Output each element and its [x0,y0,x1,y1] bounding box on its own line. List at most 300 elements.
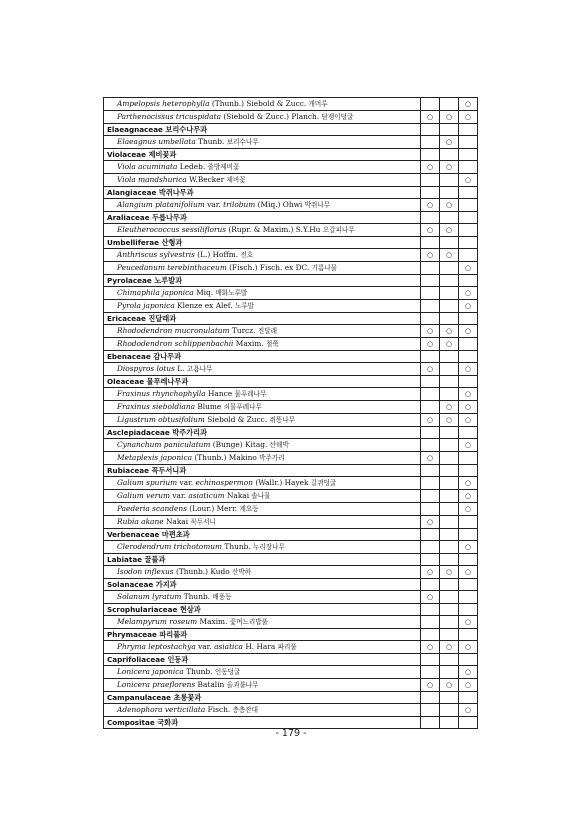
survey-mark-cell-1 [421,490,440,503]
species-row [104,439,478,452]
species-name-cell [104,503,421,516]
family-row [104,629,478,641]
infraspecific-author: (Wallr.) Hayek [252,478,311,487]
presence-mark: ○ [426,415,434,424]
family-name: Phrymaceae 파리풀과 [107,630,188,639]
family-row [104,124,478,136]
survey-mark-cell-1 [421,554,440,566]
presence-mark: ○ [445,225,453,234]
survey-mark-cell-3 [459,224,478,237]
survey-mark-cell-2 [440,237,459,249]
survey-mark-cell-3 [459,136,478,149]
survey-mark-cell-1 [421,503,440,516]
presence-mark: ○ [445,415,453,424]
scientific-name: Lonicera japonica [117,667,184,676]
survey-mark-cell-2 [440,212,459,224]
scientific-name: Isodon inflexus [117,567,174,576]
species-row [104,98,478,111]
species-row [104,224,478,237]
presence-mark: ○ [464,642,472,651]
survey-mark-cell-2 [440,439,459,452]
survey-mark-cell-1 [421,679,440,692]
species-checklist-table [103,97,478,729]
species-row [104,262,478,275]
species-row [104,414,478,427]
author-citation: (Thunb.) Kudo [173,567,233,576]
family-name: Pyrolaceae 노루발과 [107,276,183,285]
survey-mark-cell-3 [459,516,478,529]
korean-name: 층층잔대 [232,706,259,714]
survey-mark-cell-2 [440,124,459,136]
survey-mark-cell-2 [440,452,459,465]
presence-mark: ○ [464,288,472,297]
survey-mark-cell-2 [440,604,459,616]
author-citation: (Bunge) Kitag. [210,440,270,449]
presence-mark: ○ [426,250,434,259]
family-row [104,275,478,287]
survey-mark-cell-2 [440,388,459,401]
presence-mark: ○ [445,339,453,348]
family-name: Umbelliferae 산형과 [107,238,183,247]
species-name-cell [104,679,421,692]
family-name-cell [104,237,421,249]
korean-name: 계요등 [239,505,259,513]
family-row [104,313,478,325]
presence-mark: ○ [426,364,434,373]
species-name-cell [104,591,421,604]
korean-name: 노루발 [234,302,255,310]
infraspecific-author: Nakai [224,491,252,500]
family-name: Asclepiadaceae 박주가리과 [107,428,207,437]
species-table-container [103,97,477,729]
species-name-cell [104,516,421,529]
species-name-cell [104,616,421,629]
scientific-name: Lonicera praeflorens [117,680,196,689]
presence-mark: ○ [464,705,472,714]
survey-mark-cell-2 [440,187,459,199]
family-row [104,604,478,616]
presence-mark: ○ [445,162,453,171]
family-name-cell [104,275,421,287]
species-name-cell [104,414,421,427]
family-name-cell [104,604,421,616]
survey-mark-cell-2 [440,692,459,704]
survey-mark-cell-1 [421,300,440,313]
survey-mark-cell-2 [440,149,459,161]
scientific-name: Paederia scandens [117,504,187,513]
survey-mark-cell-2 [440,111,459,124]
survey-mark-cell-2 [440,338,459,351]
survey-mark-cell-2 [440,503,459,516]
survey-mark-cell-3 [459,679,478,692]
korean-name: 졸방제비꽃 [207,163,240,171]
species-name-cell [104,136,421,149]
survey-mark-cell-2 [440,427,459,439]
presence-mark: ○ [426,517,434,526]
survey-mark-cell-1 [421,98,440,111]
scientific-name: Ligustrum obtusifolium [117,415,205,424]
korean-name: 고욤나무 [186,365,213,373]
survey-mark-cell-1 [421,692,440,704]
species-row [104,704,478,717]
family-name: Ericaceae 진달래과 [107,314,177,323]
scientific-name: Parthenocissus tricuspidata [117,112,222,121]
survey-mark-cell-1 [421,666,440,679]
author-citation: Thunb. [181,592,213,601]
species-name-cell [104,98,421,111]
family-row [104,187,478,199]
species-name-cell [104,641,421,654]
survey-mark-cell-1 [421,376,440,388]
presence-mark: ○ [426,162,434,171]
family-row [104,692,478,704]
author-citation: Miq. [193,288,216,297]
survey-mark-cell-2 [440,174,459,187]
species-row [104,541,478,554]
presence-mark: ○ [445,642,453,651]
family-name-cell [104,629,421,641]
species-row [104,325,478,338]
survey-mark-cell-2 [440,224,459,237]
family-name-cell [104,717,421,729]
species-name-cell [104,262,421,275]
family-row [104,351,478,363]
species-row [104,566,478,579]
species-name-cell [104,287,421,300]
survey-mark-cell-2 [440,300,459,313]
scientific-name: Fraxinus sieboldiana [117,402,196,411]
family-row [104,554,478,566]
korean-name: 솔나물 [251,492,271,500]
survey-mark-cell-2 [440,579,459,591]
species-row [104,591,478,604]
korean-name: 박주가리 [259,454,285,462]
korean-name: 꽃며느리밥풀 [229,618,268,626]
survey-mark-cell-3 [459,237,478,249]
author-citation: Ledeb. [177,162,208,171]
author-citation: Maxim. [233,339,266,348]
survey-mark-cell-3 [459,641,478,654]
author-citation: Thunb. [183,667,215,676]
survey-mark-cell-2 [440,465,459,477]
author-citation: Hance [205,389,235,398]
species-name-cell [104,452,421,465]
survey-mark-cell-3 [459,174,478,187]
survey-mark-cell-3 [459,414,478,427]
survey-mark-cell-3 [459,262,478,275]
korean-name: 배풍등 [212,593,232,601]
survey-mark-cell-2 [440,376,459,388]
survey-mark-cell-2 [440,554,459,566]
survey-mark-cell-1 [421,212,440,224]
species-name-cell [104,704,421,717]
family-name: Oleaceae 물푸레나무과 [107,377,189,386]
survey-mark-cell-1 [421,427,440,439]
species-row [104,161,478,174]
family-name-cell [104,149,421,161]
survey-mark-cell-1 [421,325,440,338]
survey-mark-cell-1 [421,149,440,161]
survey-mark-cell-3 [459,161,478,174]
presence-mark: ○ [426,642,434,651]
survey-mark-cell-3 [459,692,478,704]
survey-mark-cell-2 [440,566,459,579]
presence-mark: ○ [464,617,472,626]
survey-mark-cell-3 [459,124,478,136]
author-citation: Thunb. [222,542,254,551]
species-row [104,666,478,679]
survey-mark-cell-1 [421,161,440,174]
author-citation: Nakai [163,517,191,526]
author-citation: (Thunb.) Makino [192,453,260,462]
presence-mark: ○ [445,402,453,411]
survey-mark-cell-1 [421,477,440,490]
survey-mark-cell-1 [421,452,440,465]
species-name-cell [104,363,421,376]
survey-mark-cell-2 [440,541,459,554]
survey-mark-cell-3 [459,212,478,224]
scientific-name: Fraxinus rhynchophylla [117,389,206,398]
survey-mark-cell-3 [459,111,478,124]
scientific-name: Viola mandshurica [117,175,187,184]
survey-mark-cell-3 [459,325,478,338]
presence-mark: ○ [445,326,453,335]
scientific-name: Metaplexis japonica [117,453,193,462]
presence-mark: ○ [426,200,434,209]
scientific-name: Galium spurium [117,478,178,487]
species-name-cell [104,111,421,124]
family-name-cell [104,465,421,477]
survey-mark-cell-1 [421,566,440,579]
presence-mark: ○ [464,440,472,449]
presence-mark: ○ [464,99,472,108]
presence-mark: ○ [445,137,453,146]
survey-mark-cell-2 [440,679,459,692]
survey-mark-cell-3 [459,388,478,401]
author-citation: L. [174,364,187,373]
survey-mark-cell-3 [459,275,478,287]
survey-mark-cell-3 [459,287,478,300]
korean-name: 제비꽃 [226,176,246,184]
family-name-cell [104,427,421,439]
survey-mark-cell-1 [421,604,440,616]
species-name-cell [104,161,421,174]
survey-mark-cell-3 [459,149,478,161]
family-row [104,579,478,591]
author-citation: Siebold & Zucc. [204,415,270,424]
author-citation: var. [170,491,189,500]
survey-mark-cell-2 [440,591,459,604]
survey-mark-cell-2 [440,363,459,376]
survey-mark-cell-1 [421,401,440,414]
presence-mark: ○ [464,301,472,310]
survey-mark-cell-3 [459,313,478,325]
species-row [104,641,478,654]
survey-mark-cell-1 [421,516,440,529]
species-name-cell [104,401,421,414]
survey-mark-cell-1 [421,237,440,249]
scientific-name: Adenophora verticillata [117,705,206,714]
scientific-name: Ampelopsis heterophylla [117,99,210,108]
family-row [104,717,478,729]
species-row [104,388,478,401]
survey-mark-cell-2 [440,704,459,717]
species-name-cell [104,388,421,401]
survey-mark-cell-1 [421,363,440,376]
survey-mark-cell-3 [459,490,478,503]
family-name: Compositae 국화과 [107,718,179,727]
family-name: Scrophulariaceae 현삼과 [107,605,201,614]
species-row [104,503,478,516]
family-name: Alangiaceae 박쥐나무과 [107,188,194,197]
author-citation: Maxim. [197,617,230,626]
survey-mark-cell-1 [421,388,440,401]
survey-mark-cell-2 [440,666,459,679]
infraspecific-name: asiaticum [188,491,225,500]
survey-mark-cell-2 [440,654,459,666]
presence-mark: ○ [445,112,453,121]
species-name-cell [104,666,421,679]
survey-mark-cell-1 [421,224,440,237]
species-name-cell [104,249,421,262]
survey-mark-cell-1 [421,704,440,717]
survey-mark-cell-3 [459,363,478,376]
family-name-cell [104,351,421,363]
survey-mark-cell-2 [440,325,459,338]
scientific-name: Rhododendron schlippenbachii [117,339,234,348]
species-name-cell [104,439,421,452]
presence-mark: ○ [426,339,434,348]
korean-name: 기름나물 [311,264,338,272]
scientific-name: Clerodendrum trichotomum [117,542,223,551]
scientific-name: Alangium platanifolium [117,200,205,209]
korean-name: 누리장나무 [253,543,285,551]
presence-mark: ○ [464,491,472,500]
survey-mark-cell-1 [421,579,440,591]
presence-mark: ○ [445,250,453,259]
presence-mark: ○ [464,680,472,689]
presence-mark: ○ [426,567,434,576]
family-name-cell [104,313,421,325]
korean-name: 오갈피나무 [322,226,355,234]
survey-mark-cell-2 [440,199,459,212]
author-citation: var. [204,200,224,209]
species-name-cell [104,325,421,338]
scientific-name: Elaeagnus umbellata [117,137,196,146]
survey-mark-cell-2 [440,136,459,149]
family-row [104,212,478,224]
presence-mark: ○ [426,592,434,601]
species-name-cell [104,566,421,579]
survey-mark-cell-1 [421,654,440,666]
species-name-cell [104,338,421,351]
species-row [104,452,478,465]
presence-mark: ○ [464,364,472,373]
survey-mark-cell-1 [421,187,440,199]
survey-mark-cell-3 [459,666,478,679]
species-row [104,111,478,124]
survey-mark-cell-3 [459,477,478,490]
family-name-cell [104,124,421,136]
species-row [104,516,478,529]
survey-mark-cell-3 [459,187,478,199]
survey-mark-cell-1 [421,313,440,325]
survey-mark-cell-1 [421,439,440,452]
species-name-cell [104,477,421,490]
presence-mark: ○ [445,200,453,209]
korean-name: 파리풀 [277,643,297,651]
infraspecific-name: trilobum [223,200,256,209]
survey-mark-cell-1 [421,351,440,363]
survey-mark-cell-1 [421,199,440,212]
family-name: Verbenaceae 마편초과 [107,530,190,539]
survey-mark-cell-1 [421,616,440,629]
species-row [104,199,478,212]
survey-mark-cell-2 [440,641,459,654]
scientific-name: Solanum lyratum [117,592,182,601]
presence-mark: ○ [464,415,472,424]
family-name-cell [104,376,421,388]
scientific-name: Rhododendron mucronulatum [117,326,230,335]
family-name: Araliaceae 두릅나무과 [107,213,187,222]
survey-mark-cell-3 [459,604,478,616]
survey-mark-cell-2 [440,616,459,629]
korean-name: 산박하 [232,568,252,576]
author-citation: W.Becker [186,175,227,184]
author-citation: (Siebold & Zucc.) Planch. [221,112,322,121]
family-row [104,149,478,161]
species-row [104,287,478,300]
scientific-name: Anthriscus sylvestris [117,250,195,259]
survey-mark-cell-2 [440,717,459,729]
family-row [104,376,478,388]
family-name: Ebenaceae 감나무과 [107,352,182,361]
korean-name: 매화노루발 [215,289,248,297]
korean-name: 산해박 [269,441,289,449]
survey-mark-cell-1 [421,275,440,287]
survey-mark-cell-3 [459,654,478,666]
species-row [104,363,478,376]
survey-mark-cell-2 [440,313,459,325]
author-citation: (L.) Hoffm. [194,250,241,259]
survey-mark-cell-3 [459,566,478,579]
survey-mark-cell-2 [440,98,459,111]
scientific-name: Melampyrum roseum [117,617,198,626]
presence-mark: ○ [464,389,472,398]
species-name-cell [104,300,421,313]
family-name: Solanaceae 가지과 [107,580,177,589]
family-name: Violaceae 제비꽃과 [107,150,177,159]
survey-mark-cell-3 [459,529,478,541]
survey-mark-cell-1 [421,465,440,477]
author-citation: Turcz. [229,326,258,335]
survey-mark-cell-2 [440,490,459,503]
species-row [104,401,478,414]
survey-mark-cell-1 [421,124,440,136]
family-row [104,465,478,477]
scientific-name: Chimaphila japonica [117,288,194,297]
presence-mark: ○ [464,504,472,513]
family-name-cell [104,187,421,199]
survey-mark-cell-3 [459,376,478,388]
korean-name: 쥐똥나무 [269,416,295,424]
survey-mark-cell-1 [421,262,440,275]
presence-mark: ○ [464,263,472,272]
presence-mark: ○ [464,326,472,335]
survey-mark-cell-1 [421,249,440,262]
presence-mark: ○ [445,567,453,576]
author-citation: (Rupr. & Maxim.) S.Y.Hu [226,225,323,234]
